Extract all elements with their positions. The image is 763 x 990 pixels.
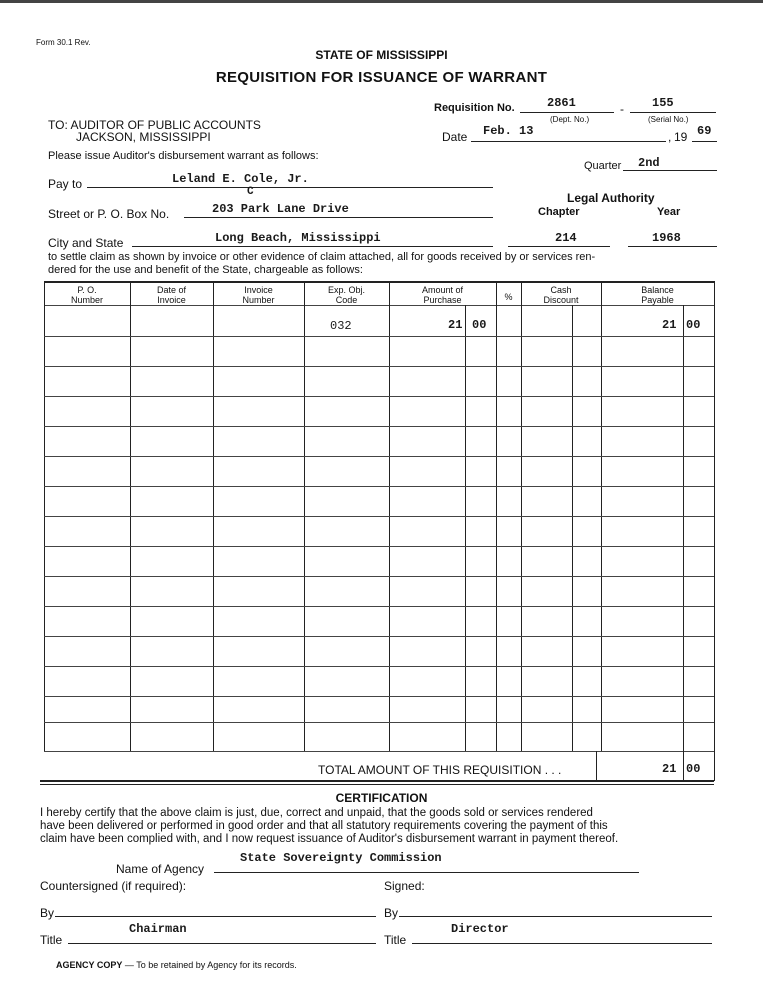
agency-copy-text: — To be retained by Agency for its records. <box>124 960 297 970</box>
agency-label: Name of Agency <box>116 862 205 876</box>
signed-label: Signed: <box>384 879 425 893</box>
countersigned-label: Countersigned (if required): <box>40 879 187 893</box>
instruction: Please issue Auditor's disbursement warrant as follows: <box>48 150 319 162</box>
settle-text-2: dered for the use and benefit of the State, chargeable as follows: <box>48 264 363 276</box>
row-amount-cents: 00 <box>472 318 487 332</box>
agency-copy-label: AGENCY COPY <box>56 960 123 970</box>
total-dollars: 21 <box>662 762 677 776</box>
total-double-rule <box>40 780 714 785</box>
certification-line-2: have been delivered or performed in good order and that all statutory requirements covering the payment of this <box>40 820 608 832</box>
header-balance: Balance Payable <box>641 285 674 305</box>
year-label: Year <box>657 206 681 218</box>
city-label: City and State <box>48 236 124 250</box>
total-cents: 00 <box>686 762 701 776</box>
pay-to-label: Pay to <box>48 177 83 191</box>
legal-authority-heading: Legal Authority <box>567 191 655 205</box>
left-title-value: Chairman <box>129 922 187 936</box>
serial-number: 155 <box>652 96 674 110</box>
certification-line-3: claim have been complied with, and I now request issuance of Auditor's disbursement warrant in payment thereof. <box>40 833 619 845</box>
year-prefix: 19 <box>674 130 688 144</box>
quarter-value: 2nd <box>638 156 660 170</box>
form-number: Form 30.1 Rev. <box>36 38 91 47</box>
date-label: Date <box>442 130 468 144</box>
right-by-label: By <box>384 906 399 920</box>
header-cash-discount: Cash Discount <box>543 285 579 305</box>
header-exp-code: Exp. Obj. Code <box>327 285 365 305</box>
row-balance-dollars: 21 <box>662 318 677 332</box>
right-title-value: Director <box>451 922 509 936</box>
city-line: JACKSON, MISSISSIPPI <box>76 130 211 144</box>
total-label: TOTAL AMOUNT OF THIS REQUISITION . . . <box>318 763 562 777</box>
state-heading: STATE OF MISSISSIPPI <box>315 48 448 62</box>
certification-line-1: I hereby certify that the above claim is just, due, correct and unpaid, that the goods sold or services rendered <box>40 807 593 819</box>
right-title-label: Title <box>384 933 407 947</box>
chapter-value: 214 <box>555 231 577 245</box>
settle-text-1: to settle claim as shown by invoice or other evidence of claim attached, all for goods received by or services ren- <box>48 251 596 263</box>
dept-number: 2861 <box>547 96 576 110</box>
left-by-label: By <box>40 906 55 920</box>
top-edge-bar <box>0 0 763 8</box>
left-title-label: Title <box>40 933 63 947</box>
header-invoice-date: Date of Invoice <box>156 285 187 305</box>
agency-name: State Sovereignty Commission <box>240 851 442 865</box>
serial-caption: (Serial No.) <box>648 115 689 124</box>
header-po-number: P. O. Number <box>70 285 103 305</box>
header-invoice-number: Invoice Number <box>242 285 275 305</box>
dept-caption: (Dept. No.) <box>550 115 590 124</box>
header-amount: Amount of Purchase <box>421 285 464 305</box>
city-value: Long Beach, Mississippi <box>215 231 381 245</box>
date-value: Feb. 13 <box>483 124 534 138</box>
requisition-label: Requisition No. <box>434 102 515 114</box>
payee-name: Leland E. Cole, Jr. <box>172 172 309 186</box>
correction-mark: C <box>247 186 254 198</box>
authority-year-value: 1968 <box>652 231 681 245</box>
row-code: 032 <box>330 319 352 333</box>
to-line: TO: AUDITOR OF PUBLIC ACCOUNTS <box>48 118 261 132</box>
header-percent: % <box>504 292 513 302</box>
street-value: 203 Park Lane Drive <box>212 202 349 216</box>
certification-heading: CERTIFICATION <box>335 791 428 805</box>
year-value: 69 <box>697 124 712 138</box>
quarter-label: Quarter <box>584 160 622 172</box>
row-balance-cents: 00 <box>686 318 701 332</box>
footer <box>56 960 297 970</box>
form-title: REQUISITION FOR ISSUANCE OF WARRANT <box>215 69 548 86</box>
chapter-label: Chapter <box>538 206 580 218</box>
row-amount-dollars: 21 <box>448 318 463 332</box>
street-label: Street or P. O. Box No. <box>48 207 170 221</box>
